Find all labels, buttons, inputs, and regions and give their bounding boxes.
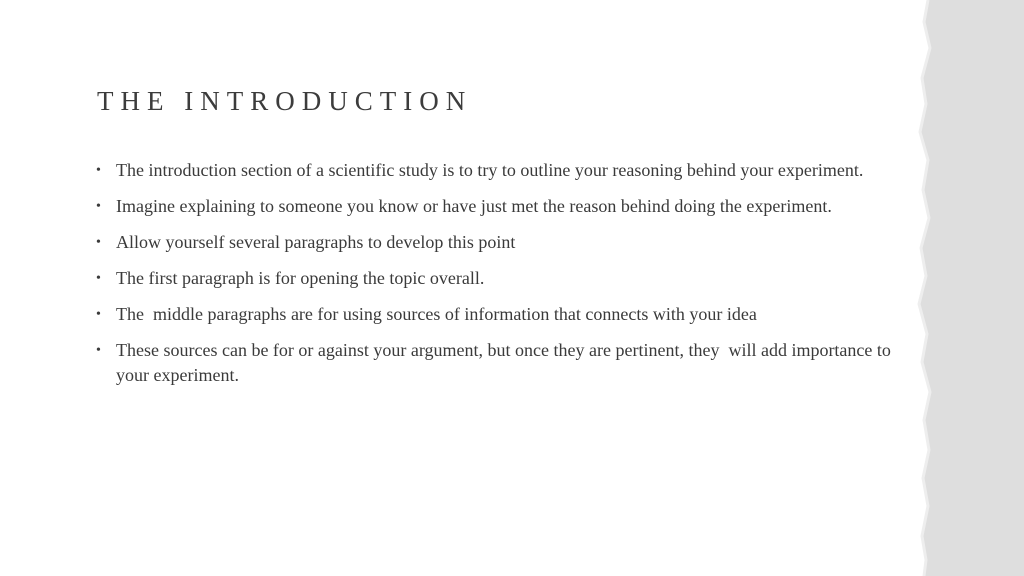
slide-title: THE INTRODUCTION (97, 86, 473, 116)
bullet-item (96, 266, 908, 291)
bullet-text: Allow yourself several paragraphs to develop this point (116, 232, 516, 252)
bullet-dot: • (96, 163, 101, 178)
bullet-text: Imagine explaining to someone you know or have just met the reason behind doing the experiment. (116, 196, 832, 216)
bullet-dot: • (96, 307, 101, 322)
torn-paper-shape (919, 0, 1024, 576)
bullet-dot: • (96, 343, 101, 358)
bullet-dot: • (96, 235, 101, 250)
bullet-text: The introduction section of a scientific study is to try to outline your reasoning behind your experiment. (116, 160, 864, 180)
bullet-list (96, 158, 908, 399)
bullet-text: The first paragraph is for opening the topic overall. (116, 268, 485, 288)
bullet-dot: • (96, 271, 101, 286)
bullet-item (96, 194, 908, 219)
bullet-text: The middle paragraphs are for using sources of information that connects with your idea (116, 304, 757, 324)
bullet-item (96, 230, 908, 255)
bullet-item (96, 158, 908, 183)
bullet-item (96, 302, 908, 327)
bullet-text: These sources can be for or against your argument, but once they are pertinent, they will add importance to your experiment. (116, 340, 896, 385)
bullet-item (96, 338, 908, 388)
bullet-dot: • (96, 199, 101, 214)
torn-paper-edge (914, 0, 1024, 576)
